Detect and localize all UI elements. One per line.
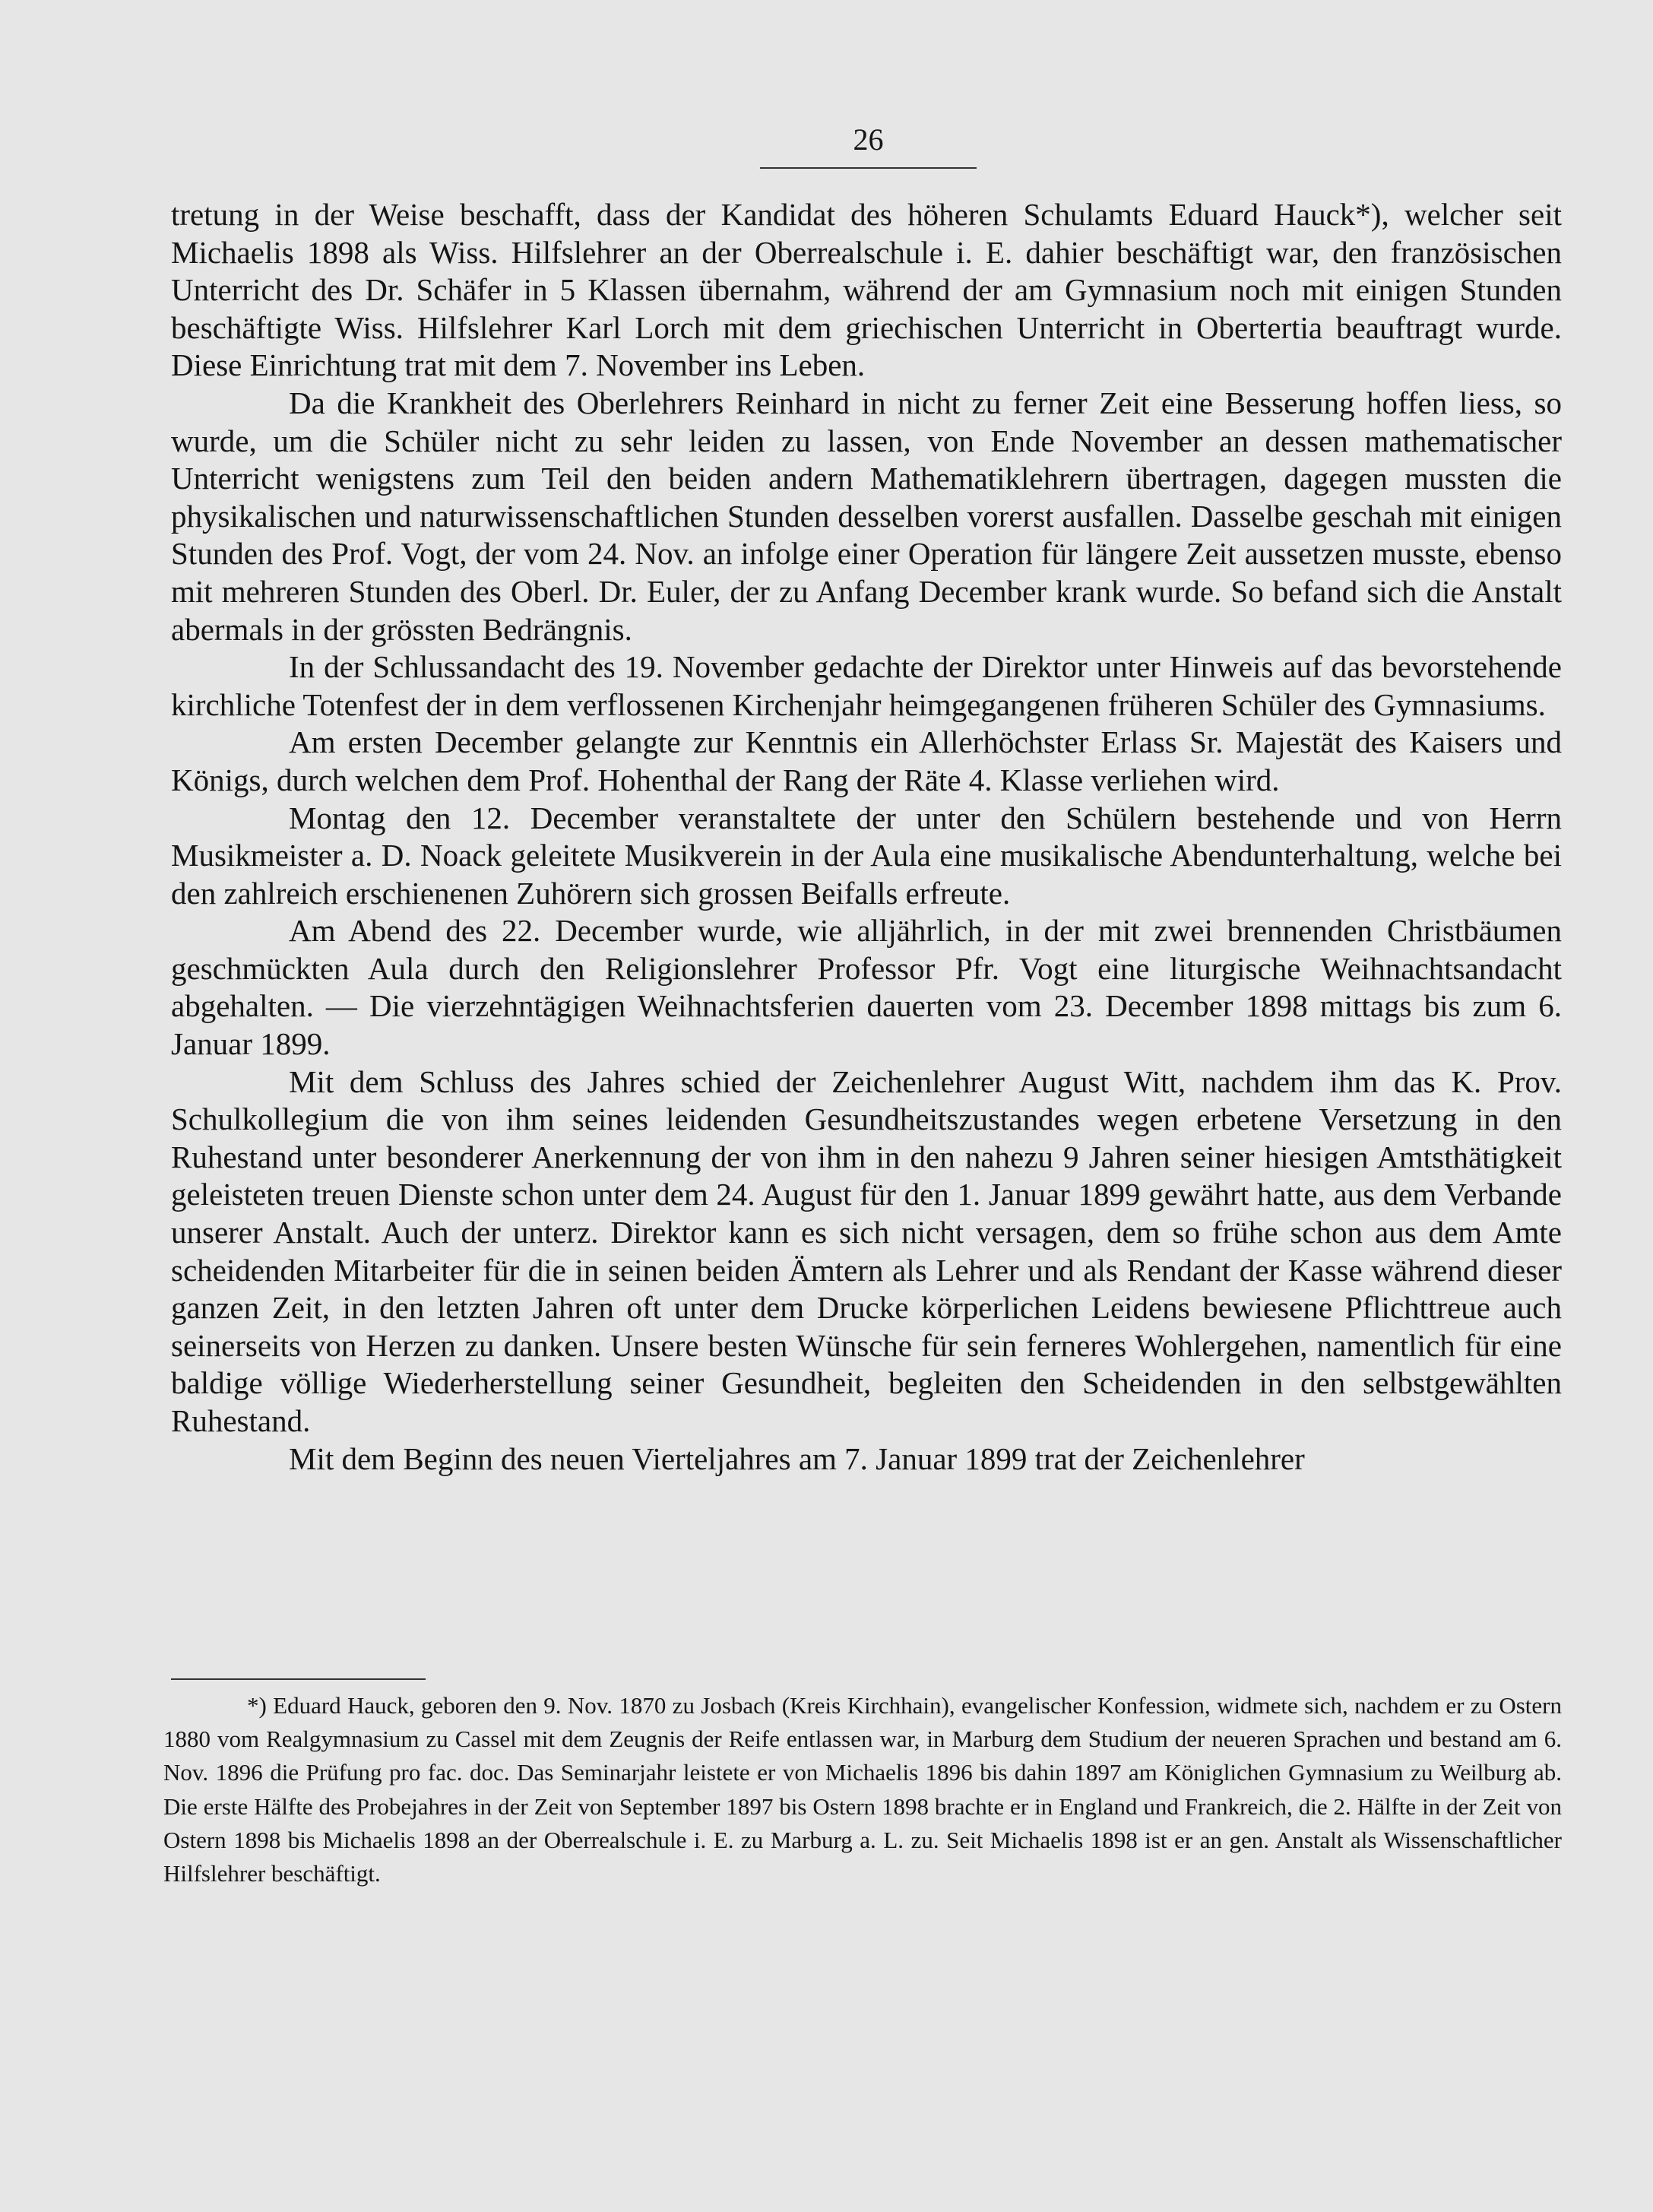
body-text <box>171 196 1562 1478</box>
paragraph: In der Schlussandacht des 19. November gedachte der Direktor unter Hinweis auf das bevorstehende kirchliche Totenfest der in dem verflossenen Kirchenjahr heimgegangenen früheren Schüler des Gymnasiums. <box>171 649 1562 722</box>
footnote <box>163 1689 1562 1890</box>
paragraph: Montag den 12. December veranstaltete der unter den Schülern bestehende und von Herrn Musikmeister a. D. Noack geleitete Musikverein in der Aula eine musikalische Abendunterhaltung, welche bei den zahlreich erschienenen Zuhörern sich grossen Beifalls erfreute. <box>171 800 1562 911</box>
page-number: 26 <box>853 122 884 157</box>
paragraph: Da die Krankheit des Oberlehrers Reinhard in nicht zu ferner Zeit eine Besserung hoffen liess, so wurde, um die Schüler nicht zu sehr leiden zu lassen, von Ende November an dessen mathematischer Unterricht wenigstens zum Teil den beiden andern Mathematiklehrern übertragen, dagegen mussten die physikalischen und naturwissenschaftlichen Stunden desselben vorerst ausfallen. Dasselbe geschah mit einigen Stunden des Prof. Vogt, der vom 24. Nov. an infolge einer Operation für längere Zeit aussetzen musste, ebenso mit mehreren Stunden des Oberl. Dr. Euler, der zu Anfang December krank wurde. So befand sich die Anstalt abermals in der grössten Bedrängnis. <box>171 385 1562 647</box>
paragraph: Am ersten December gelangte zur Kenntnis ein Allerhöchster Erlass Sr. Majestät des Kaisers und Königs, durch welchen dem Prof. Hohenthal der Rang der Räte 4. Klasse verliehen wird. <box>171 724 1562 797</box>
footnote-rule <box>171 1678 426 1680</box>
paragraph: Am Abend des 22. December wurde, wie alljährlich, in der mit zwei brennenden Christbäumen geschmückten Aula durch den Religionslehrer Professor Pfr. Vogt eine liturgische Weihnachtsandacht abgehalten. — Die vierzehntägigen Weihnachtsferien dauerten vom 23. December 1898 mittags bis zum 6. Januar 1899. <box>171 913 1562 1062</box>
paragraph: Mit dem Beginn des neuen Vierteljahres am 7. Januar 1899 trat der Zeichenlehrer <box>289 1440 1305 1476</box>
paragraph: Mit dem Schluss des Jahres schied der Zeichenlehrer August Witt, nachdem ihm das K. Prov. Schulkollegium die von ihm seines leidenden Gesundheitszustandes wegen erbetene Versetzung in den Ruhestand unter besonderer Anerkennung der von ihm in den nahezu 9 Jahren seiner hiesigen Amtsthätigkeit geleisteten treuen Dienste schon unter dem 24. August für den 1. Januar 1899 gewährt hatte, aus dem Verbande unserer Anstalt. Auch der unterz. Direktor kann es sich nicht versagen, dem so frühe schon aus dem Amte scheidenden Mitarbeiter für die in seinen beiden Ämtern als Lehrer und als Rendant der Kasse während dieser ganzen Zeit, in den letzten Jahren oft unter dem Drucke körperlichen Leidens bewiesene Pflichttreue auch seinerseits von Herzen zu danken. Unsere besten Wünsche für sein ferneres Wohlergehen, namentlich für eine baldige völlige Wiederherstellung seiner Gesundheit, begleiten den Scheidenden in den selbstgewählten Ruhestand. <box>171 1063 1562 1438</box>
paragraph-continued: tretung in der Weise beschafft, dass der Kandidat des höheren Schulamts Eduard Hauck*), welcher seit Michaelis 1898 als Wiss. Hilfslehrer an der Oberrealschule i. E. dahier beschäftigt war, den französischen Unterricht des Dr. Schäfer in 5 Klassen übernahm, während der am Gymnasium noch mit einigen Stunden beschäftigte Wiss. Hilfslehrer Karl Lorch mit dem griechischen Unterricht in Obertertia beauftragt wurde. Diese Einrichtung trat mit dem 7. November ins Leben. <box>171 197 1562 383</box>
footnote-text: *) Eduard Hauck, geboren den 9. Nov. 1870 zu Josbach (Kreis Kirchhain), evangelischer Konfession, widmete sich, nachdem er zu Ostern 1880 vom Realgymnasium zu Cassel mit dem Zeugnis der Reife entlassen war, in Marburg dem Studium der neueren Sprachen und bestand am 6. Nov. 1896 die Prüfung pro fac. doc. Das Seminarjahr leistete er von Michaelis 1896 bis dahin 1897 am Königlichen Gymnasium zu Weilburg ab. Die erste Hälfte des Probejahres in der Zeit von September 1897 bis Ostern 1898 brachte er in England und Frankreich, die 2. Hälfte in der Zeit von Ostern 1898 bis Michaelis 1898 an der Oberrealschule i. E. zu Marburg a. L. zu. Seit Michaelis 1898 ist er an gen. Anstalt als Wissenschaftlicher Hilfslehrer beschäftigt. <box>163 1692 1562 1887</box>
header-rule <box>760 167 977 169</box>
page-header <box>760 122 977 158</box>
